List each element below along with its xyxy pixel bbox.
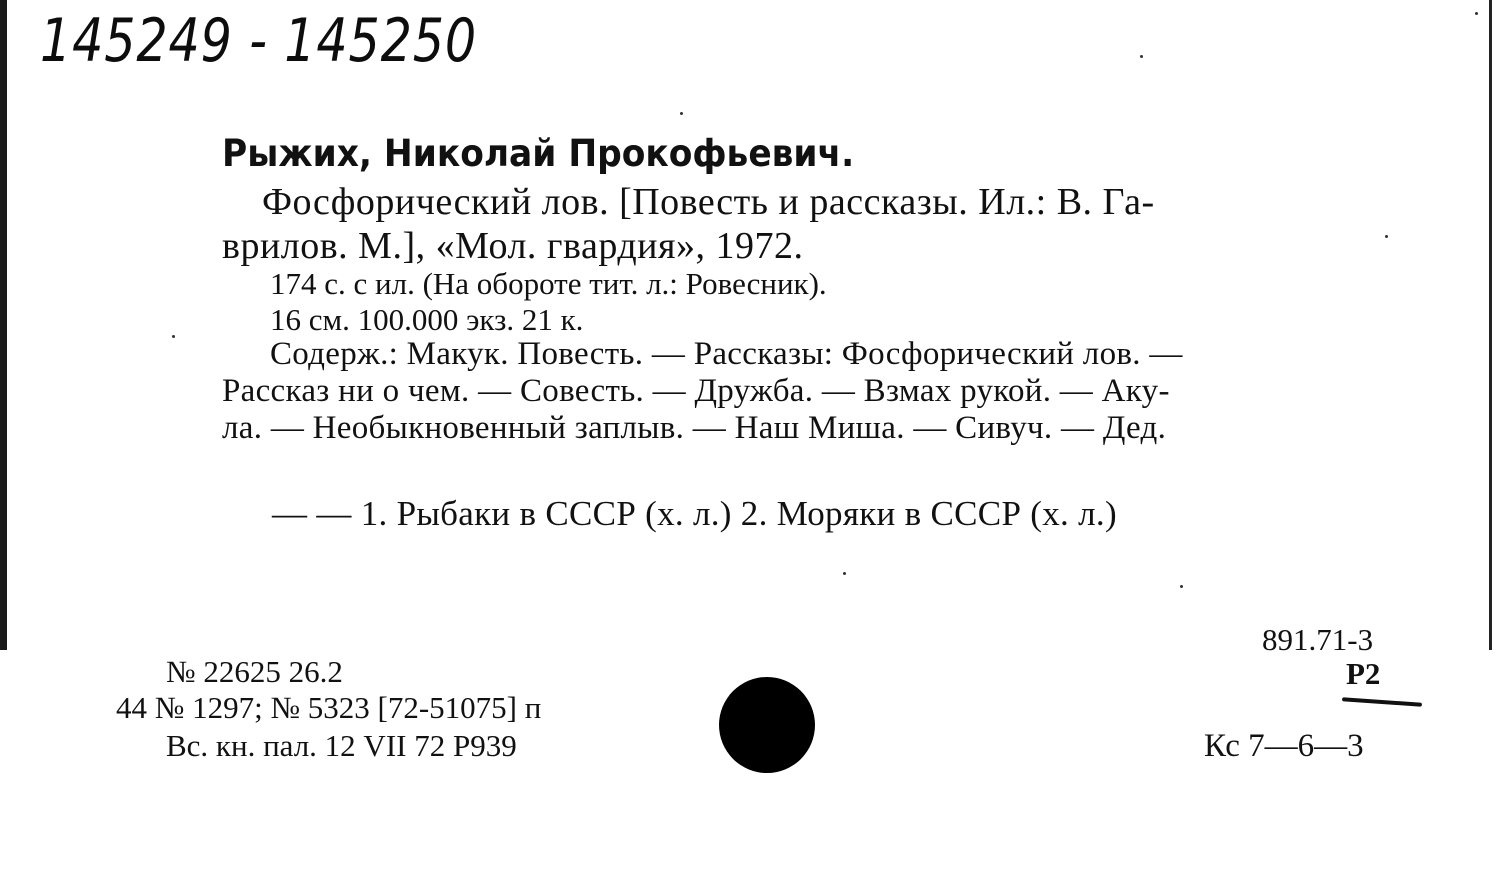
- card-left-edge: [0, 0, 7, 650]
- title-line-1: Фосфорический лов. [Повесть и рассказы. Ил.: В. Га-: [262, 181, 1155, 223]
- physical-description-2: 16 см. 100.000 экз. 21 к.: [270, 302, 584, 337]
- author-mark-underline: [1342, 697, 1422, 707]
- punch-hole: [719, 677, 815, 773]
- footer-left-line-3: Вс. кн. пал. 12 VII 72 Р939: [166, 728, 517, 763]
- author-heading: Рыжих, Николай Прокофьевич.: [222, 132, 855, 175]
- card-right-edge: [1489, 0, 1492, 650]
- card-code: Кс 7—6—3: [1204, 728, 1364, 764]
- title-line-2: врилов. М.], «Мол. гвардия», 1972.: [222, 225, 804, 267]
- contents-line-3: ла. — Необыкновенный заплыв. — Наш Миша. — Сивуч. — Дед.: [222, 410, 1167, 446]
- contents-line-1: Содерж.: Макук. Повесть. — Рассказы: Фосфорический лов. —: [270, 336, 1183, 372]
- speck: [1385, 235, 1388, 238]
- handwritten-inventory-number: 145249 - 145250: [40, 6, 477, 76]
- speck: [172, 335, 175, 338]
- speck: [1140, 55, 1143, 58]
- author-mark: Р2: [1346, 656, 1381, 691]
- classification-number: 891.71-3: [1262, 622, 1374, 657]
- footer-left-line-1: № 22625 26.2: [166, 654, 343, 689]
- subject-headings: — — 1. Рыбаки в СССР (х. л.) 2. Моряки в СССР (х. л.): [272, 494, 1117, 533]
- contents-line-2: Рассказ ни о чем. — Совесть. — Дружба. — Взмах рукой. — Аку-: [222, 373, 1170, 409]
- speck: [680, 112, 683, 115]
- speck: [1180, 585, 1183, 588]
- physical-description-1: 174 с. с ил. (На обороте тит. л.: Ровесник).: [270, 266, 827, 301]
- footer-left-line-2: 44 № 1297; № 5323 [72-51075] п: [116, 690, 542, 725]
- speck: [1475, 12, 1478, 15]
- speck: [843, 572, 846, 575]
